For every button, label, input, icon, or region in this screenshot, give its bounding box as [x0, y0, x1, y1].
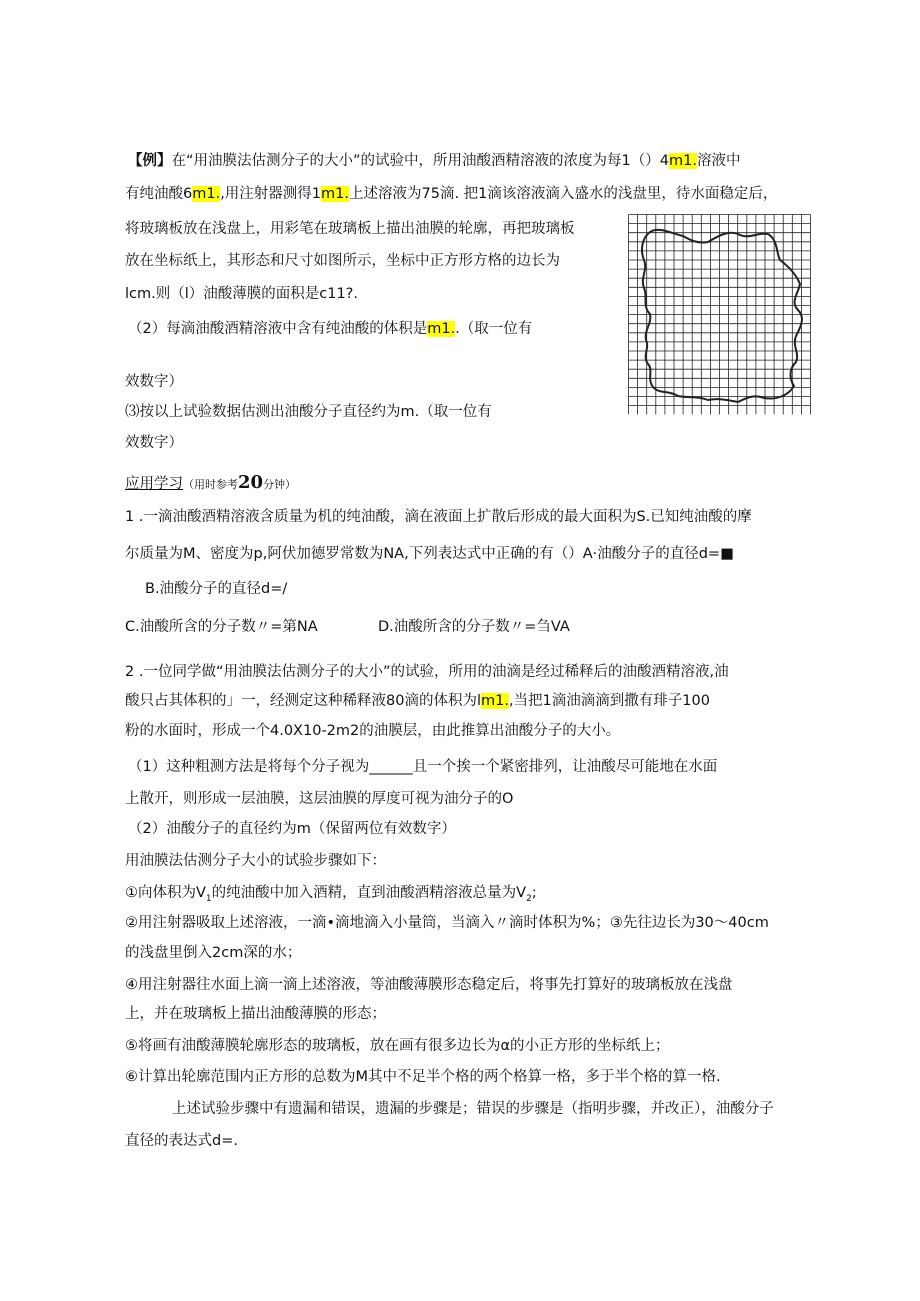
step-5: ⑤将画有油酸薄膜轮廓形态的玻璃板，放在画有很多边长为α的小正方形的坐标纸上； — [125, 1038, 670, 1054]
q2-line-2: 酸只占其体积的」一，经测定这种稀释液80滴的体积为lm1.,当把1滴油滴滴到撒有琲子100 — [125, 693, 710, 709]
q1-option-d: D.油酸所含的分子数〃=刍VA — [378, 619, 570, 635]
q1-option-c: C.油酸所含的分子数〃=第NA — [125, 619, 318, 635]
oil-film-grid-figure — [628, 214, 811, 415]
example-line-4: 放在坐标纸上，其形态和尺寸如图所示，坐标中正方形方格的边长为 — [125, 253, 560, 269]
step-3-cont: 的浅盘里倒入2cm深的水； — [125, 945, 302, 961]
example-line-2: 有纯油酸6m1.,用注射器测得1m1.上述溶液为75滴. 把1滴该溶液滴入盛水的浅盘里，待水面稳定后， — [125, 186, 778, 202]
step-2-3: ②用注射器吸取上述溶液，一滴•滴地滴入小量筒，当滴入〃滴时体积为%；③先往边长为30～40cm — [125, 915, 769, 931]
q2-line-5: 上散开，则形成一层油膜，这层油膜的厚度可视为油分子的O — [125, 791, 514, 807]
example-label: 【例】 — [128, 153, 172, 169]
example-line-3: 将玻璃板放在浅盘上，用彩笔在玻璃板上描出油膜的轮廓，再把玻璃板 — [125, 221, 575, 237]
q1-line-2: 尔质量为M、密度为p,阿伏加德罗常数为NA,下列表达式中正确的有（）A·油酸分子的直径d=■ — [125, 546, 734, 562]
answer-blank: ______ — [369, 759, 413, 775]
q1-option-b: B.油酸分子的直径d=/ — [145, 581, 288, 597]
highlight: m1. — [480, 693, 509, 709]
highlight: m1. — [427, 321, 456, 337]
steps-intro: 用油膜法估测分子大小的试验步骤如下： — [125, 853, 386, 869]
example-line-5: lcm.则（l）油酸薄膜的面积是c11?. — [125, 286, 358, 302]
example-line-1: 【例】在“用油膜法估测分子的大小”的试验中，所用油酸酒精溶液的浓度为每1（）4m1.溶液中 — [128, 153, 741, 169]
example-line-8: ⑶按以上试验数据估测出油酸分子直径约为m.（取一位有 — [125, 404, 492, 420]
step-4-cont: 上，并在玻璃板上描出油酸薄膜的形态； — [125, 1006, 386, 1022]
q2-line-3: 粉的水面时，形成一个4.0X10-2m2的油膜层，由此推算出油酸分子的大小。 — [125, 723, 621, 739]
q2-line-6: （2）油酸分子的直径约为m（保留两位有效数字） — [128, 821, 456, 837]
steps-final-line-1: 上述试验步骤中有遗漏和错误，遗漏的步骤是；错误的步骤是（指明步骤，并改正），油酸分子 — [172, 1101, 774, 1117]
practice-heading: 应用学习 — [125, 476, 183, 492]
example-line-9: 效数字） — [125, 435, 183, 451]
steps-final-line-2: 直径的表达式d=. — [125, 1133, 238, 1149]
q1-line-1: 1 .一滴油酸酒精溶液含质量为机的纯油酸，滴在液面上扩散后形成的最大面积为S.已知纯油酸的摩 — [125, 509, 752, 525]
grid-lines — [629, 215, 811, 415]
highlight: m1. — [668, 153, 697, 169]
example-line-7: 效数字） — [125, 374, 183, 390]
step-6: ⑥计算出轮廓范围内正方形的总数为M其中不足半个格的两个格算一格，多于半个格的算一格. — [125, 1069, 721, 1085]
oil-film-outline — [642, 230, 802, 402]
highlight: m1. — [192, 186, 221, 202]
practice-heading-line: 应用学习（用时参考20分钟） — [125, 472, 297, 493]
step-1: ①向体积为$V_1$的纯油酸中加入酒精，直到油酸酒精溶液总量为$V_2$; — [125, 885, 537, 904]
example-line-6: （2）每滴油酸酒精溶液中含有纯油酸的体积是m1..（取一位有 — [128, 321, 533, 337]
step-4: ④用注射器往水面上滴一滴上述溶液，等油酸薄膜形态稳定后，将事先打算好的玻璃板放在浅盘 — [125, 977, 733, 993]
q2-line-1: 2 .一位同学做“用油膜法估测分子的大小”的试验，所用的油滴是经过稀释后的油酸酒精溶液,油 — [125, 664, 729, 680]
highlight: m1. — [321, 186, 350, 202]
q2-line-4: （1）这种粗测方法是将每个分子视为______且一个挨一个紧密排列，让油酸尽可能地在水面 — [128, 759, 718, 775]
